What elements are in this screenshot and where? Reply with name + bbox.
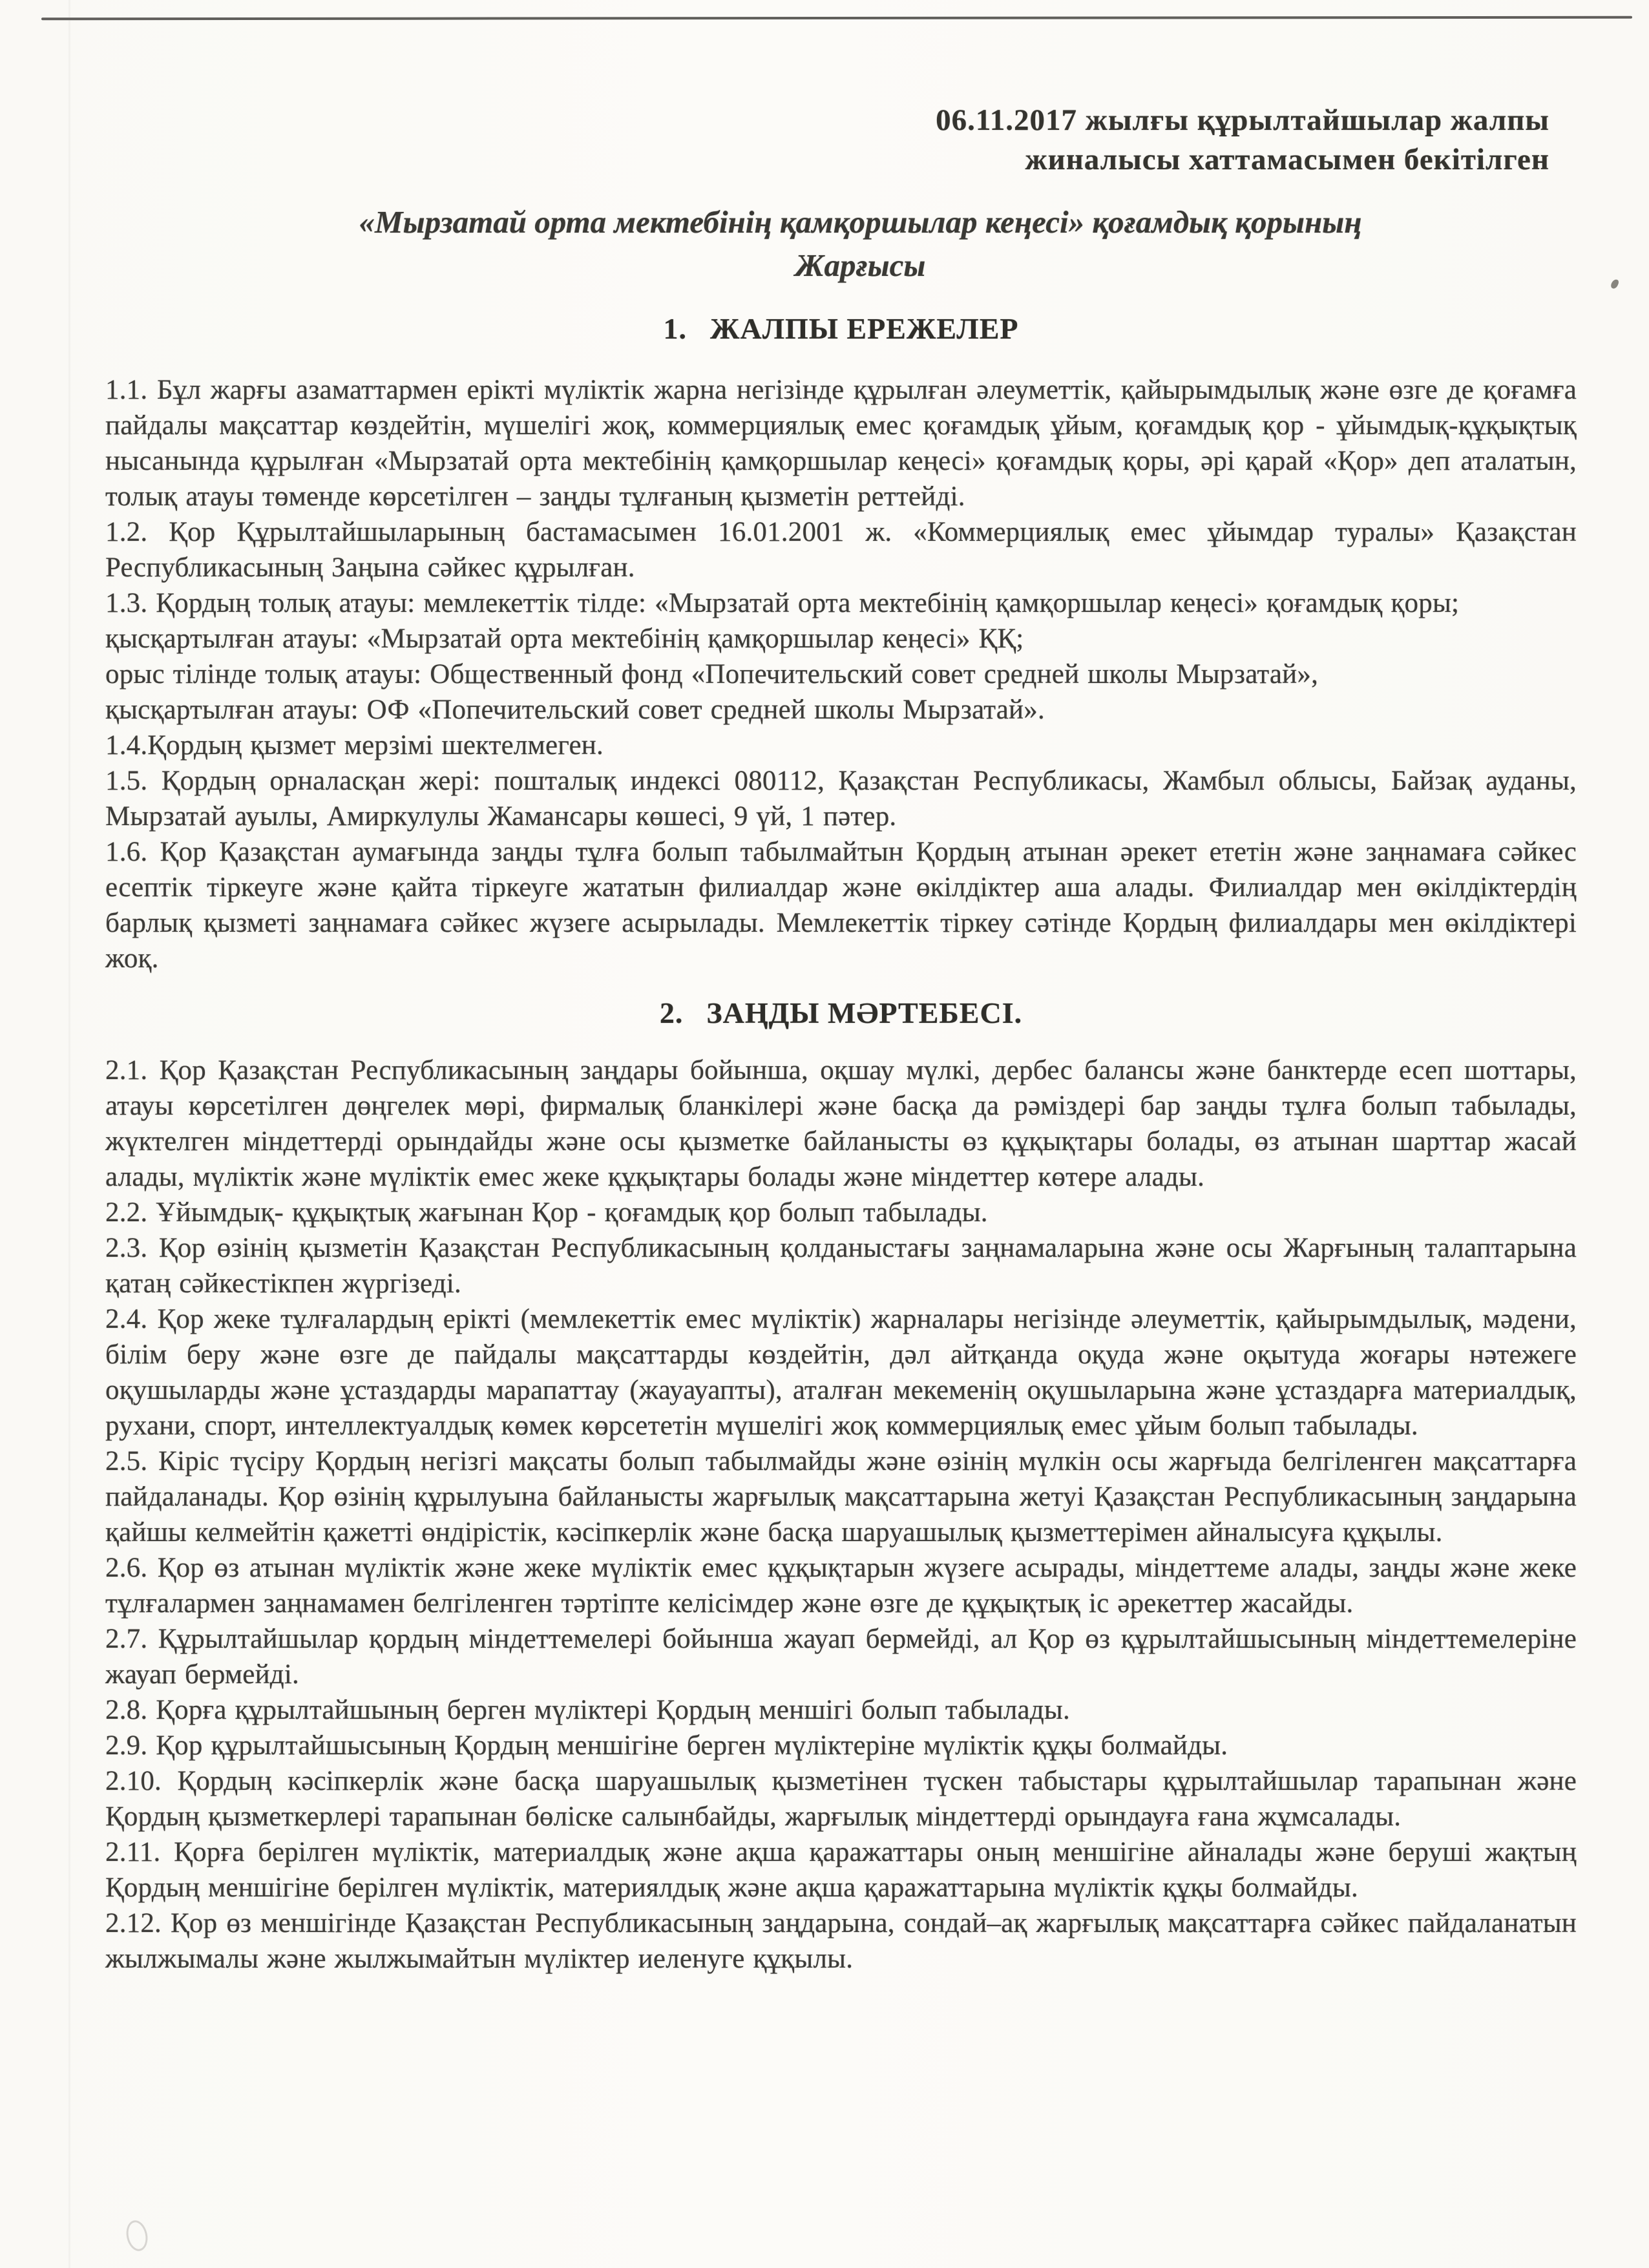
scan-crease [68,0,70,2268]
section-1-number: 1. [663,312,687,345]
scan-edge-line [41,16,1632,21]
document-content [105,101,1577,1977]
paragraph-2-5: 2.5. Кіріс түсіру Қордың негізгі мақсаты болып табылмайды және өзінің мүлкін осы жарғыда белгіленген мақсаттарға пайдаланады. Қор өзінің құрылуына байланысты жарғылық мақсаттарына жетуі Қазақстан Республикасының заңдарына қайшы келмейтін қажетті өндірістік, кәсіпкерлік және басқа шаруашылық қызметтерімен айналысуға құқылы. [105,1446,1577,1548]
paragraph-2-6: 2.6. Қор өз атынан мүліктік және жеке мүліктік емес құқықтарын жүзеге асырады, міндеттеме алады, заңды және жеке тұлғалармен заңнамамен белгіленген тәртіпте келісімдер және өзге де құқықтық іс әрекеттер жасайды. [105,1553,1577,1619]
paragraph-2-9: 2.9. Қор құрылтайшысының Қордың меншігіне берген мүліктеріне мүліктік құқы болмайды. [105,1730,1228,1761]
paragraph-1-3-full-name-ru: орыс тілінде толық атауы: Общественный фонд «Попечительский совет средней школы Мырзатай», [105,659,1319,689]
paragraph-2-10: 2.10. Қордың кәсіпкерлік және басқа шаруашылық қызметінен түскен табыстары құрылтайшылар тарапынан және Қордың қызметкерлері тарапынан бөліске салынбайды, жарғылық міндеттерді орындауға ғана жұмсалады. [105,1766,1577,1832]
document-title-line-1: «Мырзатай орта мектебінің қамқоршылар кеңесі» қоғамдық қорының [359,204,1362,240]
section-2-body [105,1053,1577,1977]
section-2-heading [105,996,1577,1031]
section-2-title: ЗАҢДЫ МӘРТЕБЕСІ. [706,996,1023,1029]
paragraph-1-6: 1.6. Қор Қазақстан аумағында заңды тұлға болып табылмайтын Қордың атынан әрекет ететін және заңнамаға сәйкес есептік тіркеуге және қайта тіркеуге жататын филиалдар және өкілдіктер аша алады. Филиалдар мен өкілдіктердің барлық қызметі заңнамаға сәйкес жүзеге асырылады. Мемлекеттік тіркеу сәтінде Қордың филиалдары мен өкілдіктері жоқ. [105,837,1577,974]
approval-line-1: 06.11.2017 жылғы құрылтайшылар жалпы [936,103,1549,137]
paragraph-1-3-short-name-ru: қысқартылған атауы: ОФ «Попечительский совет средней школы Мырзатай». [105,695,1045,725]
section-1-heading [105,311,1577,346]
paragraph-2-2: 2.2. Ұйымдық- құқықтық жағынан Қор - қоғамдық қор болып табылады. [105,1197,988,1228]
paragraph-2-4: 2.4. Қор жеке тұлғалардың ерікті (мемлекеттік емес мүліктік) жарналары негізінде әлеуметтік, қайырымдылық, мәдени, білім беру және өзге де пайдалы мақсаттарды көздейтін, дәл айтқанда оқуда және оқытуда жоғары нәтежеге оқушыларды және ұстаздарды марапаттау (жауауапты), аталған мекеменің оқушыларына және ұстаздарға материалдық, рухани, спорт, интеллектуалдық көмек көрсететін мүшелігі жоқ коммерциялық емес ұйым болып табылады. [105,1304,1577,1441]
scan-speck-faint [123,2218,150,2253]
paragraph-2-11: 2.11. Қорға берілген мүліктік, материалдық және ақша қаражаттары оның меншігіне айналады және беруші жақтың Қордың меншігіне берілген мүліктік, материялдық және ақша қаражаттарына мүліктік құқы болмайды. [105,1837,1577,1903]
paragraph-1-3: 1.3. Қордың толық атауы: мемлекеттік тілде: «Мырзатай орта мектебінің қамқоршылар кеңесі» қоғамдық қоры; [105,588,1460,618]
paragraph-2-1: 2.1. Қор Қазақстан Республикасының заңдары бойынша, оқшау мүлкі, дербес балансы және банктерде есеп шоттары, атауы көрсетілген дөңгелек мөрі, фирмалық бланкілері және басқа да рәміздері бар заңды тұлға болып табылады, жүктелген міндеттерді орындайды және осы қызметке байланысты өз құқықтары болады, өз атынан шарттар жасай алады, мүліктік және мүліктік емес жеке құқықтары болады және міндеттер көтере алады. [105,1055,1577,1192]
section-1-body [105,372,1577,976]
paragraph-1-5: 1.5. Қордың орналасқан жері: пошталық индексі 080112, Қазақстан Республикасы, Жамбыл облысы, Байзақ ауданы, Мырзатай ауылы, Амиркулулы Жамансары көшесі, 9 үй, 1 пәтер. [105,766,1577,832]
paragraph-2-8: 2.8. Қорға құрылтайшының берген мүліктері Қордың меншігі болып табылады. [105,1695,1070,1725]
document-title-line-2: Жарғысы [795,247,926,283]
paragraph-2-7: 2.7. Құрылтайшылар қордың міндеттемелері бойынша жауап бермейді, ал Қор өз құрылтайшысының міндеттемелеріне жауап бермейді. [105,1624,1577,1690]
paragraph-1-1: 1.1. Бұл жарғы азаматтармен ерікті мүліктік жарна негізінде құрылған әлеуметтік, қайырымдылық және өзге де қоғамға пайдалы мақсаттар көздейтін, мүшелігі жоқ, коммерциялық емес қоғамдық ұйым, қоғамдық қор - ұйымдық-құқықтық нысанында құрылған «Мырзатай орта мектебінің қамқоршылар кеңесі» қоғамдық қоры, әрі қарай «Қор» деп аталатын, толық атауы төменде көрсетілген – заңды тұлғаның қызметін реттейді. [105,375,1577,512]
approval-line-2: жиналысы хаттамасымен бекітілген [1025,143,1549,176]
document-title [105,200,1577,287]
paragraph-1-2: 1.2. Қор Құрылтайшыларының бастамасымен 16.01.2001 ж. «Коммерциялық емес ұйымдар туралы» Қазақстан Республикасының Заңына сәйкес құрылған. [105,517,1577,583]
approval-stamp-text [105,101,1549,180]
section-2-number: 2. [659,996,684,1029]
scan-speck [1610,278,1619,290]
section-1-title: ЖАЛПЫ ЕРЕЖЕЛЕР [709,312,1019,345]
paragraph-1-4: 1.4.Қордың қызмет мерзімі шектелмеген. [105,730,604,761]
paragraph-2-3: 2.3. Қор өзінің қызметін Қазақстан Республикасының қолданыстағы заңнамаларына және осы Жарғының талаптарына қатаң сәйкестікпен жүргізеді. [105,1233,1577,1299]
paragraph-2-12: 2.12. Қор өз меншігінде Қазақстан Республикасының заңдарына, сондай–ақ жарғылық мақсаттарға сәйкес пайдаланатын жылжымалы және жылжымайтын мүліктер иеленуге құқылы. [105,1908,1577,1974]
paragraph-1-3-short-name-kz: қысқартылған атауы: «Мырзатай орта мектебінің қамқоршылар кеңесі» ҚҚ; [105,624,1024,654]
